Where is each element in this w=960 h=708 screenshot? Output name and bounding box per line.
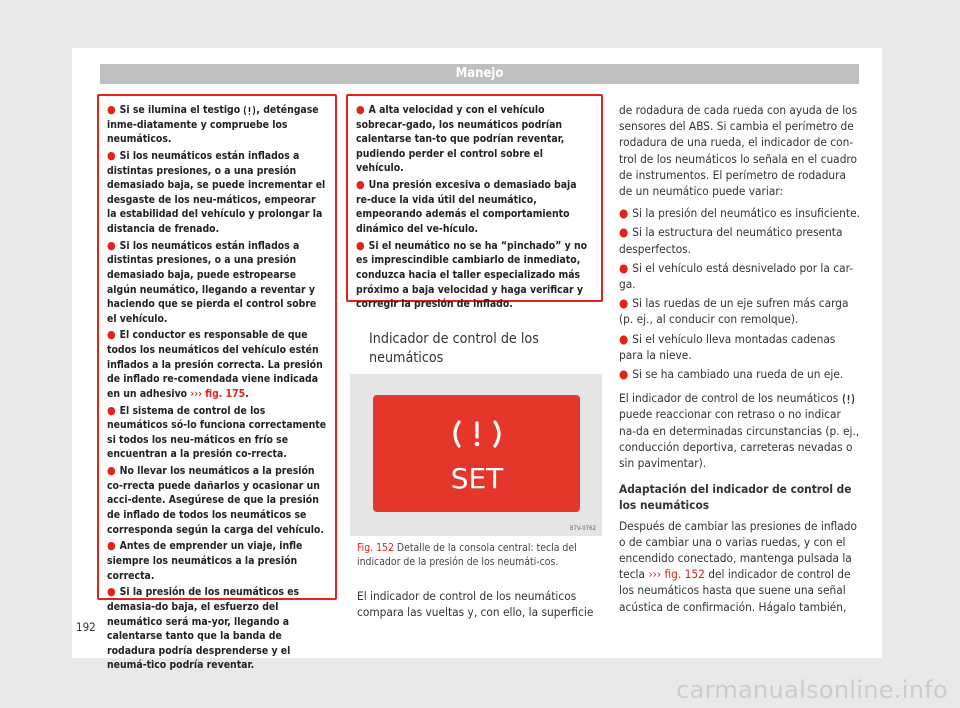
bullet-icon: ● (619, 225, 629, 240)
bullet-icon: ● (619, 331, 629, 346)
subheading: Adaptación del indicador de control de los neumáticos (619, 482, 852, 513)
figure-link[interactable]: ››› fig. 152 (648, 567, 705, 582)
bullet-icon: ● (107, 539, 116, 553)
list-item: ● Si la presión del neumático es insuficiente. (619, 206, 860, 221)
section-title: Indicador de control de los neumáticos (369, 331, 539, 366)
middle-body-text: El indicador de control de los neumáticos compara las vueltas y, con ello, la superficie (357, 589, 594, 620)
figure-link[interactable]: ››› fig. 175 (190, 387, 246, 400)
bullet-icon: ● (619, 206, 629, 221)
figure-caption: Fig. 152 Detalle de la consola central: tecla del indicador de la presión de los neumáti-cos. (357, 542, 577, 568)
paragraph: Después de cambiar las presiones de inflado o de cambiar una o varias ruedas, y con el encendido conectado, mantenga pulsada la tecla ››› fig. 152 del indicador de control de los neumáticos hasta que suene una señal acústica de confirmación. Hágalo también, (619, 518, 857, 614)
warning-list-left (107, 103, 327, 673)
bullet-icon: ● (619, 296, 629, 311)
bullet-icon: ● (107, 328, 116, 342)
bullet-icon: ● (619, 260, 629, 275)
list-item: ● Si las ruedas de un eje sufren más carga (p. ej., al conducir con remolque). (619, 296, 849, 327)
bullet-icon: ● (107, 103, 116, 116)
figure-code: B7V-0762 (569, 525, 596, 532)
warning-item: ● El conductor es responsable de que todos los neumáticos del vehículo estén inflados a la presión correcta. La presión de inflado re-comendada viene indicada en un adhesivo ››› fig. 175. (107, 328, 323, 400)
list-item: ● Si se ha cambiado una rueda de un eje. (619, 367, 844, 382)
bullet-icon: ● (107, 403, 116, 417)
watermark: carmanualsonline.info (676, 676, 948, 704)
warning-box-middle (346, 94, 603, 311)
bullet-icon: ● (356, 178, 365, 192)
warning-box-left (97, 94, 337, 672)
bullet-icon: ● (107, 585, 116, 599)
caption-label: Fig. 152 (357, 542, 394, 554)
tpms-warning-icon (243, 105, 256, 116)
warning-item: ● No llevar los neumáticos a la presión co-rrecta puede dañarlos y ocasionar un acci-dente. Asegúrese de que la presión de inflado de todos los neumáticos se corresponda según la carga del vehículo. (107, 464, 324, 536)
warning-item: ● Si el neumático no se ha “pinchado” y no es imprescindible cambiarlo de inmediato, conduzca hacia el taller especializado más próximo a baja velocidad y haga verificar y corregir la presión de inflado. (356, 238, 588, 311)
warning-item: ● El sistema de control de los neumáticos só-lo funciona correctamente si todos los neu-máticos en frío se encuentran a la presión co-rrecta. (107, 403, 327, 461)
warning-item: ● Una presión excesiva o demasiado baja re-duce la vida útil del neumático, empeorando además el comportamiento dinámico del ve-hículo. (356, 178, 577, 235)
bullet-list (619, 205, 861, 382)
warning-item: ● A alta velocidad y con el vehículo sobrecar-gado, los neumáticos podrían calentarse tan-to que podrían reventar, pudiendo perder el control sobre el vehículo. (356, 103, 565, 175)
page-number: 192 (76, 620, 96, 634)
page-header: Manejo (100, 64, 859, 84)
tpms-warning-icon (842, 393, 855, 405)
right-column (619, 102, 861, 615)
list-item: ● Si el vehículo lleva montadas cadenas para la nieve. (619, 331, 836, 362)
warning-item: ● Si los neumáticos están inflados a distintas presiones, o a una presión demasiado baja, puede estropearse algún neumático, llegando a reventar y haciendo que se pierda el control sobre el vehículo. (107, 238, 317, 325)
bullet-icon: ● (356, 103, 365, 116)
figure-152 (350, 374, 602, 536)
warning-item: ● Si los neumáticos están inflados a distintas presiones, o a una presión demasiado baja, se puede incrementar el desgaste de los neu-máticos, empeorar la estabilidad del vehículo y prolongar la distancia de frenado. (107, 148, 326, 235)
bullet-icon: ● (107, 238, 116, 252)
warning-item: ● Si se ilumina el testigo , deténgase inme-diatamente y compruebe los neumáticos. (107, 103, 319, 146)
bullet-icon: ● (107, 148, 116, 162)
set-button-image (373, 395, 580, 512)
tpms-set-graphic (373, 395, 580, 512)
warning-item: ● Si la presión de los neumáticos es demasia-do baja, el esfuerzo del neumático será ma-yor, llegando a calentarse tanto que la banda de rodadura podría desprenderse y el neumá-tico podría reventar. (107, 585, 300, 672)
warning-list-middle (356, 103, 593, 312)
list-item: ● Si la estructura del neumático presenta desperfectos. (619, 225, 843, 256)
bullet-icon: ● (356, 238, 365, 252)
bullet-icon: ● (619, 367, 629, 382)
list-item: ● Si el vehículo está desnivelado por la car-ga. (619, 260, 854, 292)
paragraph: El indicador de control de los neumáticos puede reaccionar con retraso o no indicar na-da en determinadas circunstancias (p. ej., conducción deportiva, carreteras nevadas o sin pavimentar). (619, 391, 860, 471)
bullet-icon: ● (107, 464, 116, 478)
paragraph: de rodadura de cada rueda con ayuda de los sensores del ABS. Si cambia el perímetro de rodadura de una rueda, el indicador de con-trol de los neumáticos lo señala en el cuadro de instrumentos. El perímetro de rodadura de un neumático puede variar: (619, 103, 858, 199)
warning-item: ● Antes de emprender un viaje, infle siempre los neumáticos a la presión correcta. (107, 539, 303, 582)
set-label: SET (450, 462, 504, 495)
